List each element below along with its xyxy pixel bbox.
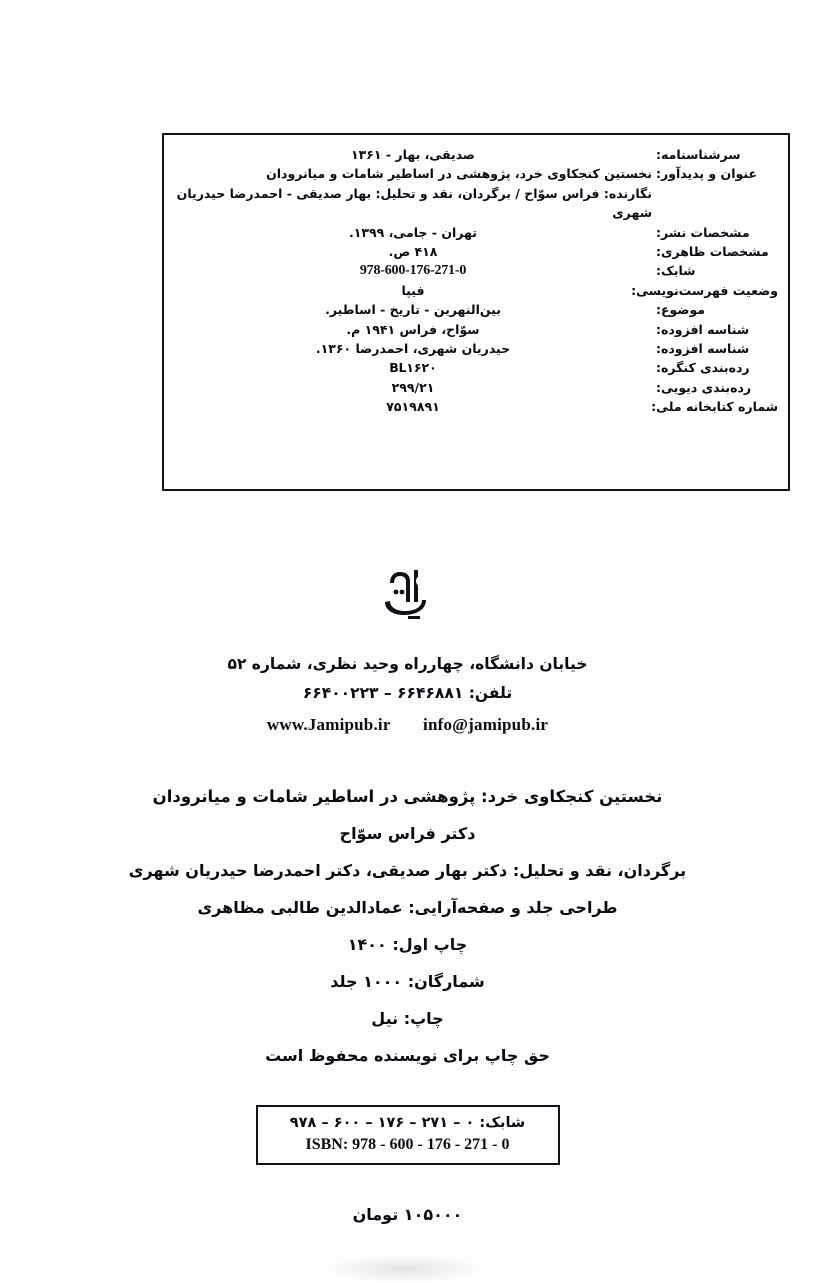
cip-label-column [631,139,784,485]
cip-label-added-entry-2: شناسه افزوده: [656,341,750,357]
cip-label-headword: سرشناسنامه: [656,147,741,162]
isbn-latin: ISBN: 978 - 600 - 176 - 271 - 0 [305,1136,510,1153]
cip-label-added-entry-1: شناسه افزوده: [656,321,750,337]
cip-value-column [168,139,656,485]
publisher-contact-block [0,650,815,741]
book-print-run: شمارگان: ۱۰۰۰ جلد [330,972,485,991]
cip-label-subject: موضوع: [656,302,706,318]
cip-label-physical: مشخصات ظاهری: [656,244,769,259]
cip-label-national-library-number: شماره کتابخانه ملی: [651,399,778,415]
cip-label-dewey-class: رده‌بندی دیویی: [656,379,752,395]
cip-value-title: نخستین کنجکاوی خرد، پژوهشی در اساطیر شامات و میانرودان [266,166,652,182]
cip-cataloguing-box [162,133,790,491]
publisher-address: خیابان دانشگاه، چهارراه وحید نظری، شماره ۵۲ [227,655,588,673]
book-price: ۱۰۵۰۰۰ تومان [352,1205,463,1224]
book-title: نخستین کنجکاوی خرد: پژوهشی در اساطیر شامات و میانرودان [152,787,663,806]
cip-value-added-entry-1: سوّاح، فراس ۱۹۴۱ م. [346,321,480,337]
cip-label-cataloguing-status: وضعیت فهرست‌نویسی: [631,282,778,298]
cip-value-congress-class: BL۱۶۲۰ [389,360,437,376]
cip-value-dewey-class: ۲۹۹/۲۱ [391,379,435,395]
publisher-email-link[interactable]: info@jamipub.ir [423,715,549,734]
colophon-block [0,778,815,1074]
scan-smudge [330,1255,480,1283]
publisher-logo [0,558,815,632]
cip-value-headword: صدیقی، بهار - ۱۳۶۱ [351,147,475,162]
book-author: دکتر فراس سوّاح [339,824,476,843]
cip-label-isbn: شابک: [656,263,696,279]
cip-label-congress-class: رده‌بندی کنگره: [656,360,750,376]
cip-value-author-statement: نگارنده: فراس سوّاح / برگردان، نقد و تحلیل: بهار صدیقی - احمدرضا حیدریان شهری [176,185,652,221]
publisher-links [0,708,815,741]
book-translators: برگردان، نقد و تحلیل: دکتر بهار صدیقی، دکتر احمدرضا حیدریان شهری [128,861,687,880]
book-cover-design: طراحی جلد و صفحه‌آرایی: عمادالدین طالبی مظاهری [197,898,618,917]
book-edition: چاپ اول: ۱۴۰۰ [347,935,468,954]
cip-value-cataloguing-status: فیپا [401,282,425,298]
cip-value-isbn: 978-600-176-271-0 [359,263,467,279]
isbn-persian: شابک: ۰ – ۲۷۱ – ۱۷۶ – ۶۰۰ – ۹۷۸ [289,1115,526,1131]
cip-value-publication: تهران - جامی، ۱۳۹۹. [348,224,478,240]
cip-value-added-entry-2: حیدریان شهری، احمدرضا ۱۳۶۰. [315,341,511,357]
publisher-phone: تلفن: ۶۶۴۶۸۸۱ – ۶۶۴۰۰۲۲۳ [302,684,513,702]
cip-label-title-author: عنوان و پدیدآور: [656,166,757,182]
cip-value-physical: ۴۱۸ ص. [388,244,438,260]
book-printer: چاپ: نیل [371,1009,444,1028]
cip-label-publication: مشخصات نشر: [656,224,750,240]
publisher-website-link[interactable]: www.Jamipub.ir [266,715,391,734]
cip-value-subject: بین‌النهرین - تاریخ - اساطیر. [325,302,501,318]
book-copyright-notice: حق چاپ برای نویسنده محفوظ است [265,1046,550,1065]
isbn-box [0,1105,815,1165]
cip-value-national-library-number: ۷۵۱۹۸۹۱ [386,399,440,415]
